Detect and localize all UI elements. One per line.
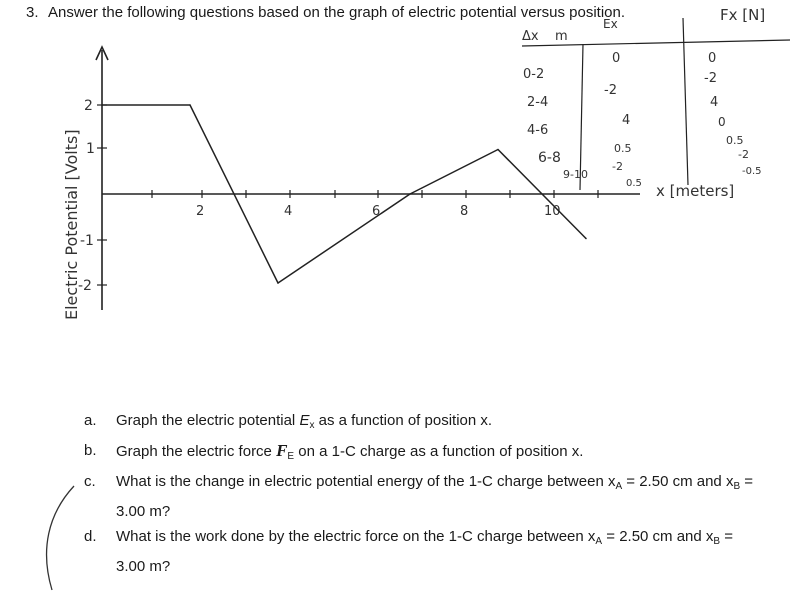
ex-cell: 4 [622, 113, 631, 128]
ex-cell-extra: 0.5 [626, 178, 642, 189]
table-divider [683, 18, 688, 185]
table-header-dx: Δx [522, 29, 539, 44]
fx-cell: -2 [704, 71, 717, 86]
potential-point [189, 104, 191, 106]
y-tick-label: 1 [86, 141, 95, 157]
part-text: = 3.00 m? [116, 528, 734, 575]
part-label: a. [84, 412, 97, 429]
part-text: on a 1-C charge as a function of position x. [294, 443, 584, 460]
part-subscript: B [713, 536, 721, 547]
potential-point [101, 104, 103, 106]
potential-point [497, 149, 499, 151]
interval-cell: 0-2 [523, 67, 545, 82]
x-tick-label: 4 [284, 204, 293, 219]
table-header-ex: Ex [603, 17, 618, 31]
part-subscript: B [733, 481, 741, 492]
part-b [84, 438, 764, 469]
ex-cell: -2 [604, 83, 617, 98]
table-header-m: m [555, 29, 568, 44]
margin-bracket-mark [0, 480, 80, 596]
part-text: = 2.50 cm and x [622, 473, 734, 490]
part-text: = 2.50 cm and x [602, 528, 714, 545]
part-a [84, 408, 764, 438]
part-d [84, 524, 764, 579]
potential-point [585, 238, 587, 240]
ex-cell: 0.5 [614, 142, 632, 155]
table-header-fx: Fx [N] [720, 6, 766, 24]
part-text: = 3.00 m? [116, 473, 754, 520]
x-tick-label: 10 [544, 204, 561, 219]
part-subscript: A [615, 481, 623, 492]
potential-point [277, 282, 279, 284]
interval-cell: 9-10 [563, 168, 588, 181]
part-label: b. [84, 442, 97, 459]
part-c [84, 469, 764, 524]
ex-cell: 0 [612, 51, 621, 66]
interval-cell: 4-6 [527, 123, 549, 138]
part-text: What is the work done by the electric force on the 1-C charge between x [116, 528, 596, 545]
question-parts [84, 408, 764, 579]
ex-cell: -2 [612, 160, 623, 173]
x-tick-label: 2 [196, 204, 205, 219]
interval-cell: 6-8 [538, 150, 561, 166]
question-text: Answer the following questions based on the graph of electric potential versus position. [48, 4, 626, 21]
x-axis-label: x [meters] [656, 182, 735, 200]
part-symbol: F [276, 441, 288, 460]
part-subscript: A [595, 536, 603, 547]
fx-cell: 0.5 [726, 134, 744, 147]
question-number: 3. [26, 4, 39, 21]
interval-cell: 2-4 [527, 95, 549, 110]
part-text: Graph the electric force [116, 443, 277, 460]
y-axis-label: Electric Potential [Volts] [62, 129, 81, 320]
part-text: What is the change in electric potential energy of the 1-C charge between x [116, 473, 616, 490]
part-label: c. [84, 473, 96, 490]
part-text: Graph the electric potential [116, 412, 300, 429]
y-tick-label: -1 [80, 233, 94, 249]
part-subscript: E [287, 451, 295, 462]
x-tick-label: 6 [372, 204, 381, 219]
potential-point [409, 193, 411, 195]
y-tick-label: 2 [84, 98, 93, 114]
part-text: as a function of position x. [314, 412, 493, 429]
part-subscript: x [309, 420, 315, 431]
part-symbol: E [299, 412, 310, 429]
fx-cell: 0 [718, 115, 726, 129]
fx-cell: 0 [708, 51, 717, 66]
part-label: d. [84, 528, 97, 545]
fx-cell: 4 [710, 95, 719, 110]
fx-cell: -0.5 [742, 166, 762, 177]
y-tick-label: -2 [78, 278, 92, 294]
x-tick-label: 8 [460, 204, 469, 219]
fx-cell: -2 [738, 148, 749, 161]
bracket-stroke [47, 486, 74, 590]
